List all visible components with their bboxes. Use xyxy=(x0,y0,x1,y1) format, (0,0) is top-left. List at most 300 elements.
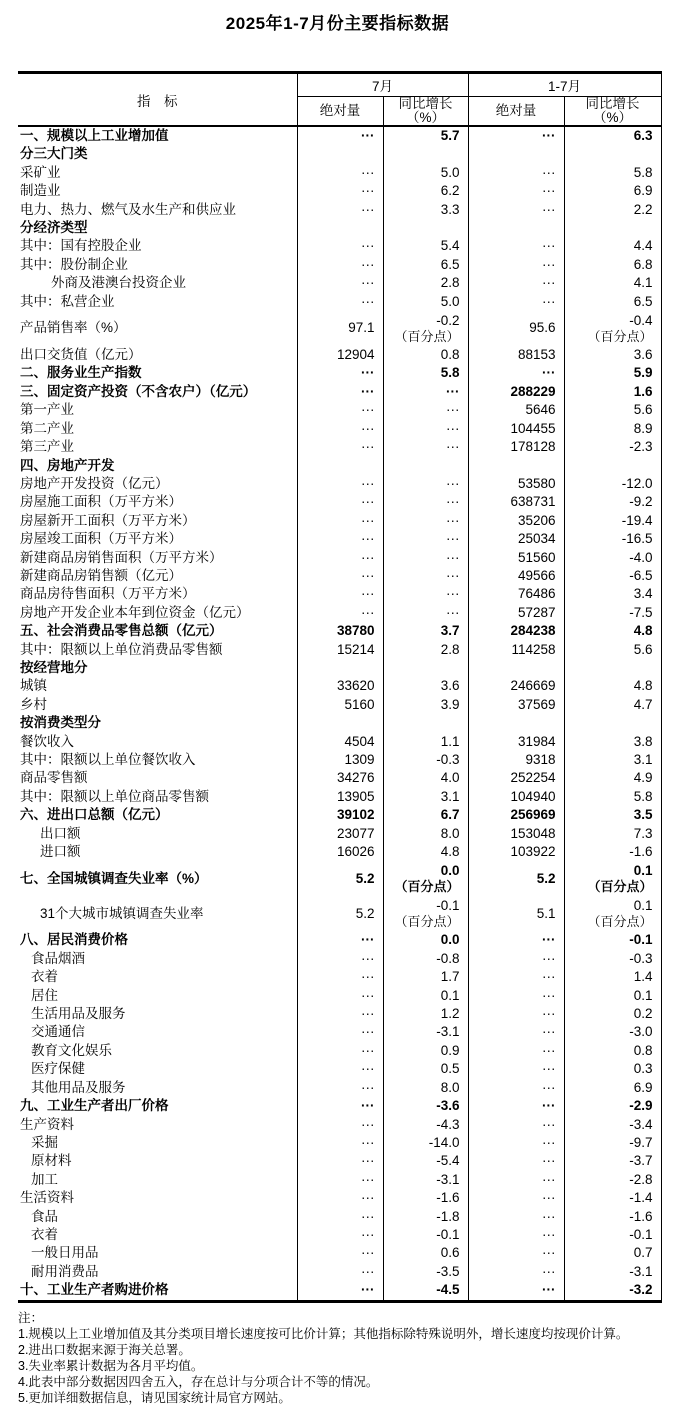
cell-cum-yoy: 5.8 xyxy=(564,164,661,182)
indicator-label: 出口交货值（亿元） xyxy=(20,347,142,363)
cell-cum-yoy: -3.0 xyxy=(564,1023,661,1041)
cell-july-absolute xyxy=(297,714,383,732)
cell-july-absolute: 39102 xyxy=(297,806,383,824)
cell-cum-yoy: -1.6 xyxy=(564,1208,661,1226)
indicator-label: 进口额 xyxy=(40,844,81,860)
table-row xyxy=(18,293,661,311)
cell-cum-yoy: -6.5 xyxy=(564,567,661,585)
unit-note: （百分点） xyxy=(587,914,653,930)
cell-july-absolute: ··· xyxy=(297,1244,383,1262)
table-row xyxy=(18,182,661,200)
cell-cum-yoy: -9.7 xyxy=(564,1134,661,1152)
indicator-label: 产品销售率（%） xyxy=(20,320,127,336)
indicator-label: 第二产业 xyxy=(20,420,74,436)
cell-july-absolute: 23077 xyxy=(297,825,383,843)
cell-july-yoy: 0.0 xyxy=(383,931,468,949)
indicator-label: 衣着 xyxy=(31,969,58,985)
cell-july-yoy: 4.0 xyxy=(383,769,468,787)
cell-cum-yoy: 0.8 xyxy=(564,1042,661,1060)
cell-cum-absolute: 104455 xyxy=(468,420,564,438)
indicator-label: 房地产开发投资（亿元） xyxy=(20,475,169,491)
table-row xyxy=(18,438,661,456)
cell-cum-absolute: 246669 xyxy=(468,677,564,695)
table-row xyxy=(18,383,661,401)
cell-july-absolute: ··· xyxy=(297,126,383,145)
indicator-label: 房地产开发企业本年到位资金（亿元） xyxy=(20,604,250,620)
table-row xyxy=(18,530,661,548)
indicator-label: 耐用消费品 xyxy=(31,1263,99,1279)
cell-july-yoy: ··· xyxy=(383,493,468,511)
cell-cum-yoy: -1.6 xyxy=(564,843,661,861)
cell-july-absolute: ··· xyxy=(297,950,383,968)
indicator-label: 其他用品及服务 xyxy=(31,1079,126,1095)
cell-cum-yoy: 3.4 xyxy=(564,585,661,603)
cell-cum-yoy xyxy=(564,896,661,931)
note-line: 5.更加详细数据信息，请见国家统计局官方网站。 xyxy=(18,1390,291,1405)
table-row xyxy=(18,1226,661,1244)
cell-cum-absolute: ··· xyxy=(468,1060,564,1078)
cell-cum-absolute xyxy=(468,145,564,163)
cell-july-absolute: ··· xyxy=(297,1023,383,1041)
cell-july-yoy: 3.6 xyxy=(383,677,468,695)
cell-july-absolute: ··· xyxy=(297,493,383,511)
cell-cum-absolute: 76486 xyxy=(468,585,564,603)
cell-cum-yoy: 6.9 xyxy=(564,182,661,200)
indicator-label: 八、居民消费价格 xyxy=(20,932,128,948)
cell-july-absolute: ··· xyxy=(297,164,383,182)
indicator-label: 四、房地产开发 xyxy=(20,457,115,473)
header-cum-yoy: 同比增长 （%） xyxy=(564,97,661,127)
table-row xyxy=(18,549,661,567)
table-row xyxy=(18,751,661,769)
cell-cum-absolute: ··· xyxy=(468,1042,564,1060)
cell-cum-yoy: 6.8 xyxy=(564,256,661,274)
table-row xyxy=(18,968,661,986)
cell-july-yoy: 2.8 xyxy=(383,274,468,292)
indicator-label: 第三产业 xyxy=(20,439,74,455)
table-row xyxy=(18,733,661,751)
cell-cum-yoy: 6.3 xyxy=(564,126,661,145)
cell-cum-absolute: 252254 xyxy=(468,769,564,787)
indicator-label: 医疗保健 xyxy=(31,1061,85,1077)
cell-cum-absolute: ··· xyxy=(468,256,564,274)
value: -0.2 xyxy=(436,313,460,329)
cell-july-yoy: ··· xyxy=(383,585,468,603)
cell-cum-absolute: ··· xyxy=(468,1097,564,1115)
cell-cum-yoy: 4.4 xyxy=(564,237,661,255)
cell-july-yoy: -3.5 xyxy=(383,1263,468,1281)
cell-cum-absolute: 256969 xyxy=(468,806,564,824)
cell-july-yoy: 6.2 xyxy=(383,182,468,200)
cell-cum-absolute xyxy=(468,714,564,732)
cell-cum-yoy: -16.5 xyxy=(564,530,661,548)
cell-july-yoy: 6.7 xyxy=(383,806,468,824)
table-row xyxy=(18,274,661,292)
table-row xyxy=(18,806,661,824)
cell-july-absolute: ··· xyxy=(297,1005,383,1023)
cell-cum-yoy: 0.2 xyxy=(564,1005,661,1023)
cell-july-yoy: 2.8 xyxy=(383,641,468,659)
cell-july-yoy: -1.8 xyxy=(383,1208,468,1226)
cell-cum-yoy xyxy=(564,457,661,475)
indicator-label: 采掘 xyxy=(31,1134,58,1150)
cell-cum-yoy: -1.4 xyxy=(564,1189,661,1207)
cell-cum-absolute: 25034 xyxy=(468,530,564,548)
table-row xyxy=(18,346,661,364)
cell-july-absolute xyxy=(297,145,383,163)
indicator-label: 其中：限额以上单位餐饮收入 xyxy=(20,752,196,767)
cell-july-yoy: -0.3 xyxy=(383,751,468,769)
cell-cum-absolute: ··· xyxy=(468,1005,564,1023)
table-row xyxy=(18,714,661,732)
table-row xyxy=(18,987,661,1005)
table-row xyxy=(18,1116,661,1134)
cell-cum-yoy: 2.2 xyxy=(564,201,661,219)
table-row xyxy=(18,861,661,896)
cell-cum-yoy: -3.7 xyxy=(564,1152,661,1170)
cell-cum-yoy xyxy=(564,311,661,346)
table-row xyxy=(18,145,661,163)
cell-july-yoy: ··· xyxy=(383,567,468,585)
cell-cum-absolute xyxy=(468,659,564,677)
cell-july-yoy: 1.1 xyxy=(383,733,468,751)
cell-july-yoy: -3.1 xyxy=(383,1171,468,1189)
cell-july-absolute: ··· xyxy=(297,364,383,382)
indicator-label: 六、进出口总额（亿元） xyxy=(20,807,169,823)
cell-cum-yoy: 5.8 xyxy=(564,788,661,806)
table-row xyxy=(18,1079,661,1097)
table-row xyxy=(18,1042,661,1060)
indicator-label: 教育文化娱乐 xyxy=(31,1042,112,1058)
table-row xyxy=(18,677,661,695)
indicator-label: 商品零售额 xyxy=(20,770,88,786)
cell-july-yoy: ··· xyxy=(383,420,468,438)
cell-july-absolute: ··· xyxy=(297,293,383,311)
header-indicator: 指 标 xyxy=(137,93,178,109)
table-row xyxy=(18,641,661,659)
indicator-label: 分经济类型 xyxy=(20,220,88,236)
cell-cum-absolute: 5646 xyxy=(468,401,564,419)
cell-july-yoy: 3.7 xyxy=(383,622,468,640)
indicator-label: 新建商品房销售面积（万平方米） xyxy=(20,549,223,565)
cell-cum-absolute: ··· xyxy=(468,182,564,200)
cell-cum-yoy: -9.2 xyxy=(564,493,661,511)
cell-july-absolute: ··· xyxy=(297,567,383,585)
cell-cum-absolute: 638731 xyxy=(468,493,564,511)
cell-july-absolute: 34276 xyxy=(297,769,383,787)
table-row xyxy=(18,126,661,145)
cell-july-absolute: 33620 xyxy=(297,677,383,695)
cell-cum-yoy: -19.4 xyxy=(564,512,661,530)
cell-cum-absolute: 9318 xyxy=(468,751,564,769)
note-line: 3.失业率累计数据为各月平均值。 xyxy=(18,1358,204,1373)
cell-july-yoy xyxy=(383,219,468,237)
indicator-label: 房屋施工面积（万平方米） xyxy=(20,494,182,510)
cell-cum-absolute: ··· xyxy=(468,1171,564,1189)
cell-july-absolute: ··· xyxy=(297,438,383,456)
cell-cum-yoy: 5.9 xyxy=(564,364,661,382)
table-row xyxy=(18,219,661,237)
indicator-label: 衣着 xyxy=(31,1226,58,1242)
cell-cum-absolute: 88153 xyxy=(468,346,564,364)
cell-july-yoy: -14.0 xyxy=(383,1134,468,1152)
cell-july-absolute: ··· xyxy=(297,420,383,438)
cell-july-absolute: ··· xyxy=(297,1079,383,1097)
indicator-label: 制造业 xyxy=(20,183,61,199)
cell-july-yoy: -3.6 xyxy=(383,1097,468,1115)
table-row xyxy=(18,1097,661,1115)
cell-cum-yoy: 1.6 xyxy=(564,383,661,401)
cell-cum-absolute: ··· xyxy=(468,1226,564,1244)
indicator-label: 加工 xyxy=(31,1171,58,1187)
cell-cum-yoy: 4.9 xyxy=(564,769,661,787)
cell-july-absolute: ··· xyxy=(297,1042,383,1060)
cell-july-yoy: 3.1 xyxy=(383,788,468,806)
cell-july-yoy: ··· xyxy=(383,438,468,456)
cell-july-yoy: ··· xyxy=(383,401,468,419)
cell-cum-absolute: ··· xyxy=(468,126,564,145)
cell-july-absolute: ··· xyxy=(297,931,383,949)
cell-july-absolute: ··· xyxy=(297,512,383,530)
cell-july-yoy: ··· xyxy=(383,475,468,493)
cell-july-absolute: ··· xyxy=(297,201,383,219)
cell-july-yoy: 5.8 xyxy=(383,364,468,382)
cell-july-yoy xyxy=(383,457,468,475)
indicator-label: 外商及港澳台投资企业 xyxy=(51,275,186,291)
cell-july-yoy: 5.0 xyxy=(383,293,468,311)
cell-july-absolute: ··· xyxy=(297,604,383,622)
cell-july-absolute: 5.2 xyxy=(297,861,383,896)
cell-july-yoy: 1.2 xyxy=(383,1005,468,1023)
cell-july-absolute: ··· xyxy=(297,1060,383,1078)
cell-cum-absolute: ··· xyxy=(468,364,564,382)
notes-heading: 注： xyxy=(18,1310,44,1325)
cell-july-yoy: 3.9 xyxy=(383,696,468,714)
cell-july-absolute: ··· xyxy=(297,383,383,401)
value: 0.1 xyxy=(633,898,653,914)
table-row xyxy=(18,1208,661,1226)
header-july-yoy: 同比增长 （%） xyxy=(383,97,468,127)
cell-cum-yoy: 4.8 xyxy=(564,677,661,695)
cell-july-yoy: 8.0 xyxy=(383,825,468,843)
cell-cum-yoy: 7.3 xyxy=(564,825,661,843)
table-row xyxy=(18,237,661,255)
cell-cum-absolute: 284238 xyxy=(468,622,564,640)
cell-july-yoy: -3.1 xyxy=(383,1023,468,1041)
cell-cum-absolute: ··· xyxy=(468,968,564,986)
table-row xyxy=(18,1281,661,1301)
cell-cum-absolute: 35206 xyxy=(468,512,564,530)
indicator-label: 三、固定资产投资（不含农户）（亿元） xyxy=(20,383,257,399)
cell-july-absolute: 12904 xyxy=(297,346,383,364)
cell-cum-absolute: ··· xyxy=(468,1189,564,1207)
cell-cum-absolute: 114258 xyxy=(468,641,564,659)
cell-cum-absolute: ··· xyxy=(468,1263,564,1281)
unit-note: （百分点） xyxy=(394,329,460,345)
note-line: 4.此表中部分数据因四舍五入，存在总计与分项合计不等的情况。 xyxy=(18,1374,379,1389)
header-group-july: 7月 xyxy=(297,73,468,97)
cell-cum-yoy: -2.8 xyxy=(564,1171,661,1189)
cell-july-absolute: ··· xyxy=(297,1189,383,1207)
cell-july-yoy: 1.7 xyxy=(383,968,468,986)
cell-july-yoy xyxy=(383,714,468,732)
indicator-label: 房屋新开工面积（万平方米） xyxy=(20,512,196,528)
page-title: 2025年1-7月份主要指标数据 xyxy=(225,14,450,33)
cell-july-absolute: 15214 xyxy=(297,641,383,659)
cell-cum-absolute xyxy=(468,219,564,237)
cell-july-absolute: ··· xyxy=(297,1208,383,1226)
unit-note: （百分点） xyxy=(587,329,653,345)
indicator-label: 电力、热力、燃气及水生产和供应业 xyxy=(20,201,236,217)
indicator-label: 商品房待售面积（万平方米） xyxy=(20,586,196,602)
indicator-label: 十、工业生产者购进价格 xyxy=(20,1282,169,1298)
table-row xyxy=(18,1023,661,1041)
cell-july-absolute: 4504 xyxy=(297,733,383,751)
table-row xyxy=(18,659,661,677)
cell-july-yoy: 6.5 xyxy=(383,256,468,274)
cell-july-yoy xyxy=(383,861,468,896)
indicator-label: 居住 xyxy=(31,987,58,1003)
table-row xyxy=(18,585,661,603)
indicator-label: 第一产业 xyxy=(20,402,74,418)
indicator-label: 乡村 xyxy=(20,696,47,712)
unit-note: （百分点） xyxy=(394,879,460,895)
cell-cum-yoy: 0.3 xyxy=(564,1060,661,1078)
table-row xyxy=(18,256,661,274)
cell-cum-absolute: 51560 xyxy=(468,549,564,567)
cell-cum-yoy xyxy=(564,714,661,732)
cell-july-yoy: -1.6 xyxy=(383,1189,468,1207)
cell-july-absolute: ··· xyxy=(297,182,383,200)
cell-cum-absolute: 49566 xyxy=(468,567,564,585)
indicator-label: 交通通信 xyxy=(31,1024,85,1040)
indicator-label: 其中：私营企业 xyxy=(20,293,115,309)
cell-cum-yoy: 0.1 xyxy=(564,987,661,1005)
table-row xyxy=(18,896,661,931)
cell-cum-absolute: ··· xyxy=(468,1281,564,1301)
cell-cum-yoy xyxy=(564,861,661,896)
cell-cum-yoy xyxy=(564,659,661,677)
cell-july-yoy xyxy=(383,311,468,346)
cell-july-absolute: ··· xyxy=(297,530,383,548)
table-row xyxy=(18,843,661,861)
cell-cum-absolute: 104940 xyxy=(468,788,564,806)
table-row xyxy=(18,364,661,382)
cell-july-yoy: ··· xyxy=(383,604,468,622)
table-row xyxy=(18,475,661,493)
indicator-label: 生活用品及服务 xyxy=(31,1006,126,1022)
value: 0.0 xyxy=(440,863,460,879)
indicator-label: 一、规模以上工业增加值 xyxy=(18,126,297,145)
cell-july-absolute: ··· xyxy=(297,1226,383,1244)
cell-july-absolute: 1309 xyxy=(297,751,383,769)
cell-july-yoy: 5.4 xyxy=(383,237,468,255)
cell-july-absolute xyxy=(297,457,383,475)
cell-cum-absolute xyxy=(468,457,564,475)
cell-cum-absolute: 95.6 xyxy=(468,311,564,346)
indicator-table-wrap xyxy=(18,71,675,1303)
cell-cum-absolute: ··· xyxy=(468,274,564,292)
indicator-label: 一般日用品 xyxy=(31,1245,99,1261)
cell-cum-yoy: -7.5 xyxy=(564,604,661,622)
cell-cum-yoy: 6.5 xyxy=(564,293,661,311)
indicator-table xyxy=(18,71,662,1303)
cell-july-yoy: ··· xyxy=(383,530,468,548)
table-row xyxy=(18,493,661,511)
table-body xyxy=(18,126,661,1301)
cell-july-yoy xyxy=(383,659,468,677)
cell-july-absolute: 5160 xyxy=(297,696,383,714)
cell-cum-absolute: ··· xyxy=(468,1134,564,1152)
table-row xyxy=(18,769,661,787)
cell-cum-absolute: ··· xyxy=(468,1023,564,1041)
cell-july-absolute: ··· xyxy=(297,1097,383,1115)
indicator-label: 生产资料 xyxy=(20,1116,74,1132)
unit-note: （百分点） xyxy=(394,914,460,930)
cell-cum-yoy: -0.1 xyxy=(564,931,661,949)
table-row xyxy=(18,1189,661,1207)
cell-july-yoy: -4.3 xyxy=(383,1116,468,1134)
cell-cum-absolute: ··· xyxy=(468,293,564,311)
table-row xyxy=(18,1152,661,1170)
indicator-label: 餐饮收入 xyxy=(20,733,74,749)
indicator-label: 其中：国有控股企业 xyxy=(20,238,142,254)
cell-cum-absolute: ··· xyxy=(468,931,564,949)
cell-july-yoy xyxy=(383,896,468,931)
cell-july-yoy: 8.0 xyxy=(383,1079,468,1097)
indicator-label: 食品 xyxy=(31,1208,58,1224)
cell-july-absolute: ··· xyxy=(297,1116,383,1134)
table-row xyxy=(18,950,661,968)
table-row xyxy=(18,1005,661,1023)
cell-cum-yoy: 8.9 xyxy=(564,420,661,438)
table-row xyxy=(18,201,661,219)
indicator-label: 分三大门类 xyxy=(20,146,88,162)
indicator-label: 其中：限额以上单位商品零售额 xyxy=(20,788,209,804)
table-row xyxy=(18,604,661,622)
value: 0.1 xyxy=(633,863,653,879)
header-cum-absolute: 绝对量 xyxy=(468,97,564,127)
table-row xyxy=(18,401,661,419)
indicator-label: 新建商品房销售额（亿元） xyxy=(20,567,182,583)
cell-cum-yoy: 1.4 xyxy=(564,968,661,986)
indicator-label: 食品烟酒 xyxy=(31,950,85,966)
indicator-label: 城镇 xyxy=(20,678,47,694)
cell-cum-absolute: ··· xyxy=(468,1152,564,1170)
cell-july-absolute: ··· xyxy=(297,401,383,419)
cell-cum-absolute: 5.1 xyxy=(468,896,564,931)
table-row xyxy=(18,696,661,714)
cell-cum-yoy: -3.2 xyxy=(564,1281,661,1301)
cell-cum-yoy: 3.6 xyxy=(564,346,661,364)
cell-july-yoy: 0.1 xyxy=(383,987,468,1005)
table-row xyxy=(18,1244,661,1262)
cell-cum-yoy: -4.0 xyxy=(564,549,661,567)
cell-july-yoy: 0.8 xyxy=(383,346,468,364)
table-row xyxy=(18,512,661,530)
cell-july-absolute: ··· xyxy=(297,274,383,292)
table-row xyxy=(18,1060,661,1078)
cell-cum-absolute: ··· xyxy=(468,201,564,219)
value: -0.1 xyxy=(436,898,460,914)
cell-cum-yoy: 4.7 xyxy=(564,696,661,714)
table-row xyxy=(18,1134,661,1152)
cell-cum-absolute: 178128 xyxy=(468,438,564,456)
indicator-label: 31个大城市城镇调查失业率 xyxy=(40,905,204,921)
cell-cum-yoy: -3.1 xyxy=(564,1263,661,1281)
cell-cum-yoy: -2.3 xyxy=(564,438,661,456)
indicator-label: 其中：限额以上单位消费品零售额 xyxy=(20,641,223,657)
